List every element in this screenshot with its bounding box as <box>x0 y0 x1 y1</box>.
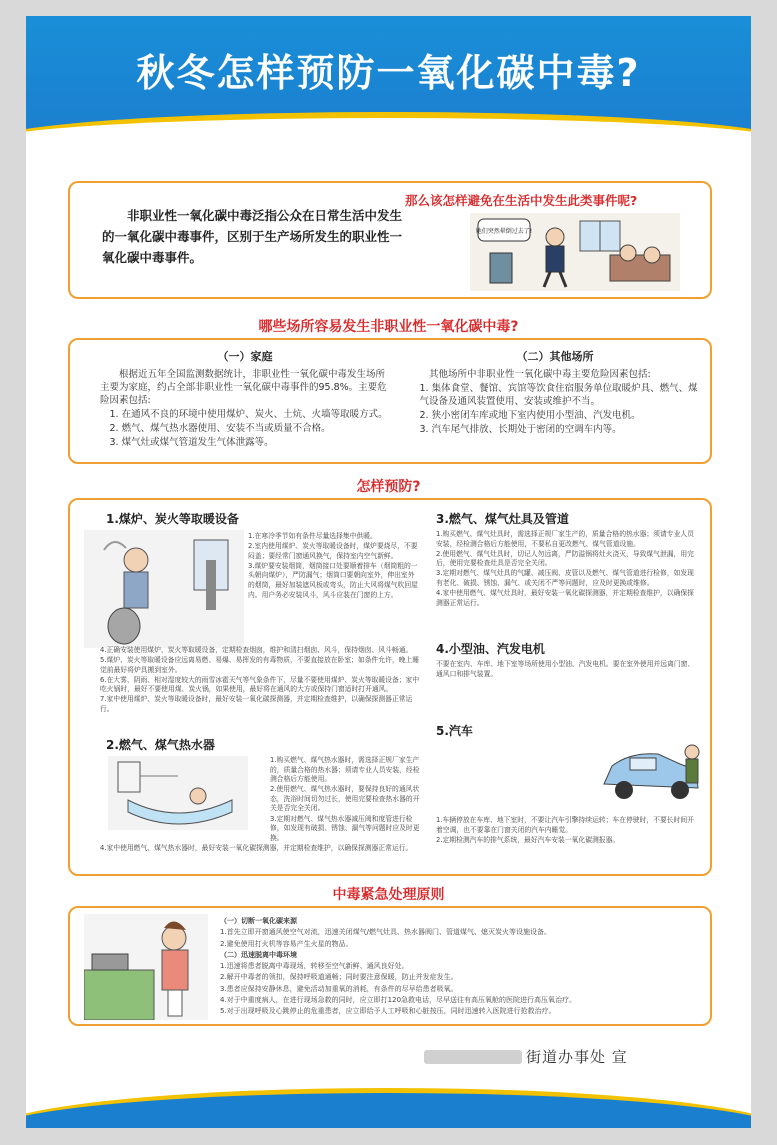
other-lines <box>410 368 700 436</box>
other-line: 2. 狭小密闭车库或地下室内使用小型油、汽发电机。 <box>419 410 641 421</box>
speech-bubble-text: 她们突然晕倒过去了! <box>475 228 533 235</box>
emergency-text <box>220 916 700 1018</box>
home-column <box>100 348 390 450</box>
item5-line: 2.定期检测汽车的排气系统，最好汽车安装一氧化碳测报器。 <box>436 835 620 844</box>
item3-line: 3.定期对燃气、煤气灶具的气罐、减压阀、皮管以及燃气、煤气管道进行检修，如发现有老化、破损、锈蚀、漏气、或关闭不严等问题时，应及时更换或维修。 <box>436 569 694 587</box>
emergency-line: （二）迅速脱离中毒环境 <box>220 950 297 959</box>
item1-line: 1.在寒冷季节如有条件尽量选择集中供暖。 <box>248 532 377 540</box>
page-title: 秋冬怎样预防一氧化碳中毒? <box>136 51 641 95</box>
places-box <box>68 338 712 464</box>
item5-line: 1.车辆停放在车库、地下室时，不要让汽车引擎持续运转；车在停驶时，不要长时间开着空调，也不要靠在门窗关闭的汽车内睡觉。 <box>436 816 694 834</box>
header-curve <box>26 112 751 172</box>
woman-kitchen-illustration <box>84 914 208 1020</box>
item1-line: 2.室内使用煤炉、炭火等取暖设备时，煤炉要烧尽，不要闷盖；要经常门窗通风换气，保持室内空气新鲜。 <box>248 542 418 560</box>
bathtub-heater-illustration <box>108 756 248 830</box>
item2-line: 3.定期对燃气、煤气热水器减压阀和度管进行检修，如发现有破损、锈蚀、漏气等问题时应及时更换。 <box>270 814 420 842</box>
home-line: 1. 在通风不良的环境中使用煤炉、炭火、土炕、火墙等取暖方式。 <box>109 409 388 420</box>
emergency-line: 2.避免使用打火机等容易产生火星的物品。 <box>220 939 353 948</box>
prevent-heading: 怎样预防? <box>356 479 421 495</box>
footer-band <box>26 1088 751 1128</box>
other-column <box>410 348 700 437</box>
poster <box>26 16 751 1128</box>
item5-title: 5.汽车 <box>436 724 473 738</box>
item3-line: 4.家中使用燃气、煤气灶具时，最好安装一氧化碳探测器，并定期检查维护，以确保探测器正常运行。 <box>436 589 694 607</box>
car-illustration <box>600 734 704 810</box>
emergency-line: 2.解开中毒者的领扣，保持呼吸道通畅；同时要注意保暖，防止并发症发生。 <box>220 973 458 982</box>
emergency-line: 5.对于出现呼吸及心跳停止的危重患者，应立即给予人工呼吸和心脏按压，同时迅速转入医院进行抢救治疗。 <box>220 1007 556 1016</box>
item2-line: 4.家中使用燃气、煤气热水器时，最好安装一氧化碳探测器，并定期检查维护，以确保探测器正常运行。 <box>100 844 413 852</box>
item2-line: 2.使用燃气、煤气热水器时，要保持良好的通风状态，洗浴时间切勿过长，使用完要检查热水器的开关是否完全关闭。 <box>270 785 420 813</box>
home-lines <box>100 368 390 449</box>
coal-stove-illustration <box>84 530 244 648</box>
people-fainting-illustration <box>470 213 680 291</box>
item1-line: 7.家中使用煤炉、炭火等取暖设备时，最好安装一氧化碳探测器，并定期检查维护，以确保探测器正常运行。 <box>100 695 413 714</box>
item3-line: 1.购买燃气、煤气灶具时，需选择正规厂家生产的，质量合格的热水器；须请专业人员安装，经检测合格后方能使用，不要私自更改燃气、煤气管道设施。 <box>436 530 694 548</box>
item3-text <box>436 530 698 609</box>
item1-line: 3.煤炉要安装烟筒，烟筒接口处要顺着排车（烟筒粗的一头朝向煤炉），严防漏气；烟筒口要朝向室外，伸出室外的烟筒，最好加装遮风板或弯头，防止大风将煤气吹回屋内。用户务必安装风斗，风斗应装在门窗的上方。 <box>248 561 418 599</box>
item3-title: 3.燃气、煤气灶具及管道 <box>436 512 569 526</box>
blurred-name <box>424 1050 522 1064</box>
item4-title: 4.小型油、汽发电机 <box>436 642 545 656</box>
item3-line: 2.使用燃气、煤气灶具时，切记人勿远离，严防溢锅将灶火浇灭，导致煤气泄漏，用完后，使用完要检查灶具是否完全关闭。 <box>436 549 694 568</box>
home-line: 3. 煤气灶或煤气管道发生气体泄露等。 <box>109 437 274 448</box>
home-line: 根据近五年全国监测数据统计，非职业性一氧化碳中毒发生场所主要为家庭，约占全部非职业性一氧化碳中毒事件的95.8%。主要危险因素包括: <box>100 369 387 406</box>
item5-text <box>436 816 698 846</box>
item2-title: 2.燃气、煤气热水器 <box>106 738 215 752</box>
item1-line: 5.煤炉、炭火等取暖设备应远离易燃、易爆、易挥发的有毒物质，不要直接放在卧室；如条件允许，晚上睡觉前最好将炉具搬到室外。 <box>100 656 420 674</box>
item4-line: 不要在室内、车库、地下室等场所使用小型油、汽发电机。要在室外使用并远离门窗、通风口和排气装置。 <box>436 660 695 678</box>
other-line: 1. 集体食堂、餐馆、宾馆等饮食住宿服务单位取暖炉具、燃气、煤气设备及通风装置使用、安装或维护不当。 <box>419 383 698 407</box>
item1-line: 4.正确安装使用煤炉、炭火等取暖设备，定期检查烟囱，维护和清扫烟囱、风斗，保持烟囱、风斗畅通。 <box>100 646 413 654</box>
home-title: （一）家庭 <box>217 350 273 363</box>
other-title: （二）其他场所 <box>516 350 594 363</box>
emergency-line: 4.对于中重度病人，在进行现场急救的同时，应立即打120急救电话，尽早送往有高压氧舱的医院进行高压氧治疗。 <box>220 996 577 1005</box>
emergency-box <box>68 906 712 1026</box>
home-line: 2. 燃气、煤气热水器使用、安装不当或质量不合格。 <box>109 423 331 434</box>
emergency-heading: 中毒紧急处理原则 <box>332 887 445 903</box>
item1-text <box>248 532 418 601</box>
other-line: 3. 汽车尾气排放、长期处于密闭的空调车内等。 <box>419 424 622 435</box>
prevent-box <box>68 498 712 876</box>
signature: 街道办事处 宣 <box>526 1048 628 1066</box>
emergency-line: 1.迅速将患者脱离中毒现场，转移至空气新鲜、通风良好处。 <box>220 962 409 971</box>
item1-line: 6.在大雾、阴雨、相对湿度较大的雨雪冰雹天气等气象条件下，尽量不要使用煤炉、炭火等取暖设备；家中吃火锅时，最好不要使用煤、炭火锅，如果使用，最好将在通风的大方或保持门窗适时打开通风。 <box>100 675 420 694</box>
item2-line: 1.购买燃气、煤气热水器时，需选择正规厂家生产的，质量合格的热水器；须请专业人员安装，经检测合格后方能使用。 <box>270 756 420 784</box>
emergency-line: （一）切断一氧化碳来源 <box>220 917 297 925</box>
item1-text-wide <box>100 646 420 715</box>
emergency-line: 3.患者应保持安静休息，避免活动加重氧的消耗，有条件的尽早给患者吸氧。 <box>220 984 458 993</box>
other-line: 其他场所中非职业性一氧化碳中毒主要危险因素包括: <box>429 369 651 380</box>
item2-text <box>270 756 420 844</box>
item2-text-wide <box>100 844 420 854</box>
emergency-line: 1.首先立即开窗通风使空气对流，迅速关闭煤气/燃气灶具、热水器阀门、管道煤气、熄灭炭火等设施设备。 <box>220 928 552 937</box>
intro-question: 那么该怎样避免在生活中发生此类事件呢? <box>405 193 638 208</box>
intro-box <box>68 181 712 299</box>
places-heading: 哪些场所容易发生非职业性一氧化碳中毒? <box>258 319 519 335</box>
item4-text <box>436 660 698 680</box>
intro-text: 非职业性一氧化碳中毒泛指公众在日常生活中发生的一氧化碳中毒事件，区别于生产场所发生的职业性一氧化碳中毒事件。 <box>102 208 403 265</box>
item1-title: 1.煤炉、炭火等取暖设备 <box>106 512 239 526</box>
